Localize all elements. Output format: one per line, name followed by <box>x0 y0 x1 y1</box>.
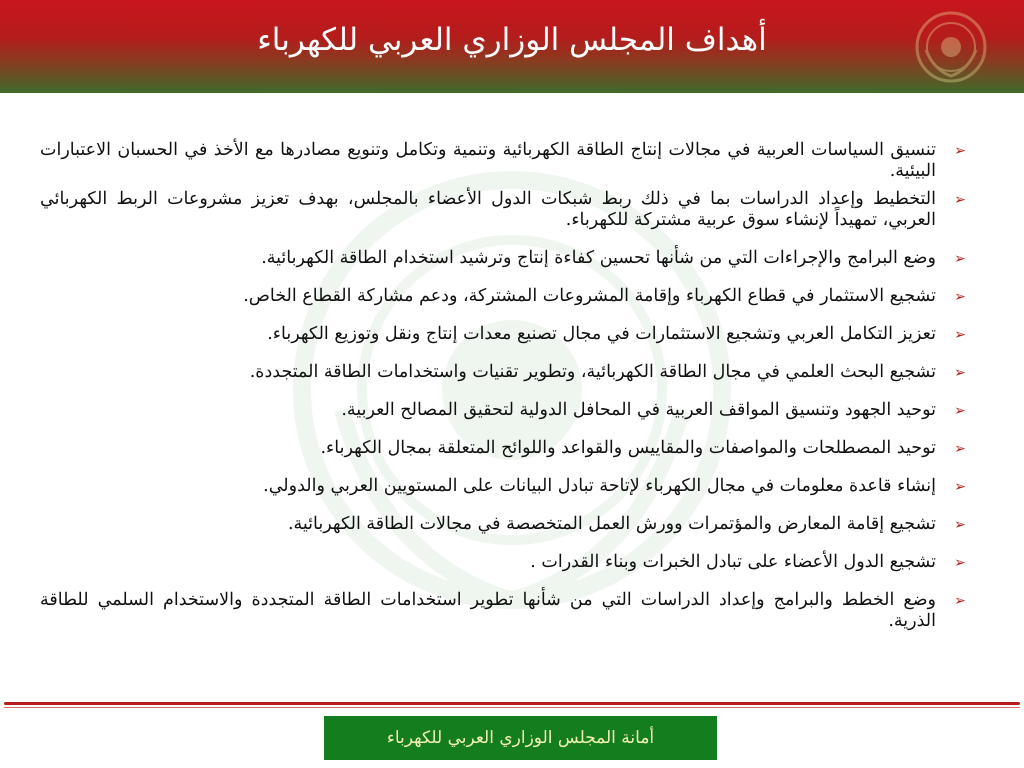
list-item-text: تشجيع البحث العلمي في مجال الطاقة الكهربائية، وتطوير تقنيات واستخدامات الطاقة المتجددة. <box>249 362 936 382</box>
list-item <box>40 140 970 182</box>
list-item <box>40 514 970 535</box>
objectives-list <box>40 140 970 649</box>
arrowhead-icon: ➢ <box>954 192 966 208</box>
list-item <box>40 476 970 497</box>
arrowhead-icon: ➢ <box>954 441 966 457</box>
arrowhead-icon: ➢ <box>954 289 966 305</box>
list-item-text: وضع البرامج والإجراءات التي من شأنها تحسين كفاءة إنتاج وترشيد استخدام الطاقة الكهربائية. <box>261 248 936 268</box>
list-item-text: تشجيع الاستثمار في قطاع الكهرباء وإقامة المشروعات المشتركة، ودعم مشاركة القطاع الخاص. <box>243 286 936 306</box>
arrowhead-icon: ➢ <box>954 517 966 533</box>
list-item <box>40 590 970 632</box>
list-item-text: توحيد المصطلحات والمواصفات والمقاييس والقواعد واللوائح المتعلقة بمجال الكهرباء. <box>320 438 936 458</box>
list-item-text: تشجيع الدول الأعضاء على تبادل الخبرات وبناء القدرات . <box>530 552 936 572</box>
list-item <box>40 286 970 307</box>
arrowhead-icon: ➢ <box>954 327 966 343</box>
arab-league-emblem-icon <box>914 10 988 84</box>
arrowhead-icon: ➢ <box>954 593 966 609</box>
header-banner <box>0 0 1024 93</box>
list-item <box>40 248 970 269</box>
list-item <box>40 362 970 383</box>
list-item <box>40 324 970 345</box>
list-item <box>40 400 970 421</box>
list-item <box>40 438 970 459</box>
list-item <box>40 189 970 231</box>
arrowhead-icon: ➢ <box>954 479 966 495</box>
list-item-text: تشجيع إقامة المعارض والمؤتمرات وورش العمل المتخصصة في مجالات الطاقة الكهربائية. <box>287 514 936 534</box>
divider <box>4 707 1020 708</box>
list-item-text: التخطيط وإعداد الدراسات بما في ذلك ربط شبكات الدول الأعضاء بالمجلس، بهدف تعزيز مشروعات الربط الكهربائي العربي، تمهيداً لإنشاء سوق عربية مشتركة للكهرباء. <box>40 189 936 230</box>
list-item <box>40 552 970 573</box>
arrowhead-icon: ➢ <box>954 403 966 419</box>
arrowhead-icon: ➢ <box>954 555 966 571</box>
list-item-text: إنشاء قاعدة معلومات في مجال الكهرباء لإتاحة تبادل البيانات على المستويين العربي والدولي. <box>263 476 936 496</box>
divider <box>4 702 1020 705</box>
arrowhead-icon: ➢ <box>954 251 966 267</box>
footer-banner: أمانة المجلس الوزاري العربي للكهرباء <box>324 716 717 760</box>
arrowhead-icon: ➢ <box>954 143 966 159</box>
list-item-text: تعزيز التكامل العربي وتشجيع الاستثمارات في مجال تصنيع معدات إنتاج ونقل وتوزيع الكهرباء. <box>267 324 936 344</box>
arrowhead-icon: ➢ <box>954 365 966 381</box>
list-item-text: تنسيق السياسات العربية في مجالات إنتاج الطاقة الكهربائية وتنمية وتكامل وتنويع مصادرها مع الأخذ في الحسبان الاعتبارات البيئية. <box>40 140 936 181</box>
page-title: أهداف المجلس الوزاري العربي للكهرباء <box>257 22 767 58</box>
list-item-text: وضع الخطط والبرامج وإعداد الدراسات التي من شأنها تطوير استخدامات الطاقة المتجددة والاستخدام السلمي للطاقة الذرية. <box>40 590 936 631</box>
list-item-text: توحيد الجهود وتنسيق المواقف العربية في المحافل الدولية لتحقيق المصالح العربية. <box>341 400 936 420</box>
